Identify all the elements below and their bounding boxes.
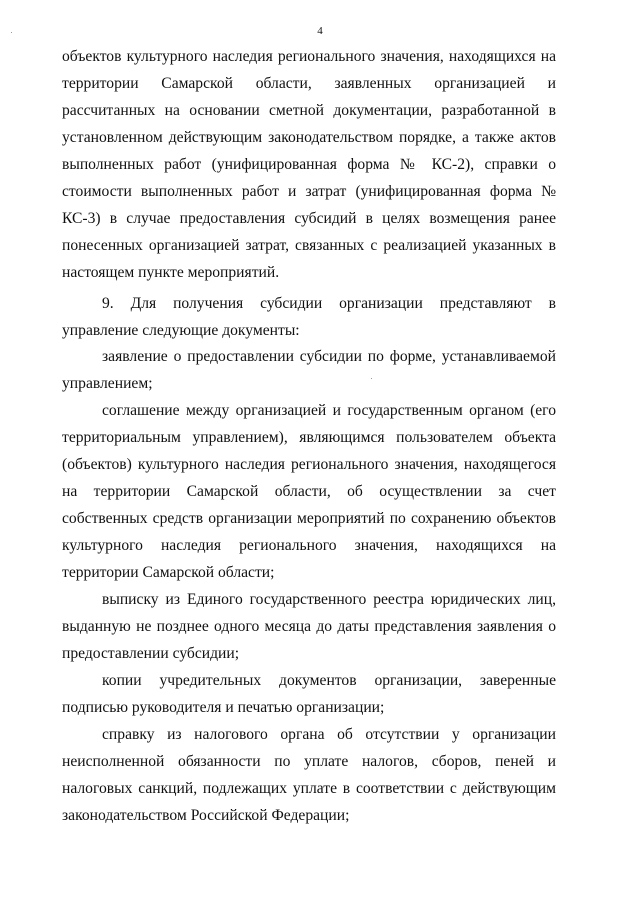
paragraph-registry-extract: выписку из Единого государственного реестра юридических лиц, выданную не позднее одного месяца до даты представления заявления о предоставлении субсидии; xyxy=(62,591,556,662)
paragraph-tax-certificate: справку из налогового органа об отсутствии у организации неисполненной обязанности по уплате налогов, сборов, пеней и налоговых санкций, подлежащих уплате в соответствии с действующим законодательством Российской Федерации; xyxy=(62,725,556,824)
scan-speck xyxy=(11,32,12,33)
paragraph-founding-documents: копии учредительных документов организации, заверенные подписью руководителя и печатью организации; xyxy=(62,671,556,716)
paragraph-agreement: соглашение между организацией и государственным органом (его территориальным управлением), являющимся пользователем объекта (объектов) культурного наследия регионального значения, находящегося на территории Самарской области, об осуществлении за счет собственных средств организации мероприятий по сохранению объектов культурного наследия регионального значения, находящихся на территории Самарской области; xyxy=(62,402,556,582)
scan-speck xyxy=(371,378,372,379)
page-number: 4 xyxy=(317,25,323,37)
paragraph-application: заявление о предоставлении субсидии по форме, устанавливаемой управлением; xyxy=(62,348,556,393)
paragraph-continuation: объектов культурного наследия регионального значения, находящихся на территории Самарской области, заявленных организацией и рассчитанных на основании сметной документации, разработанной в установленном действующим законодательством порядке, а также актов выполненных работ (унифицированная форма № КС-2), справки о стоимости выполненных работ и затрат (унифицированная форма № КС-3) в случае предоставления субсидий в целях возмещения ранее понесенных организацией затрат, связанных с реализацией указанных в настоящем пункте мероприятий. xyxy=(62,48,556,281)
paragraph-item-9: 9. Для получения субсидии организации представляют в управление следующие документы: xyxy=(62,294,556,339)
document-body xyxy=(62,44,556,830)
